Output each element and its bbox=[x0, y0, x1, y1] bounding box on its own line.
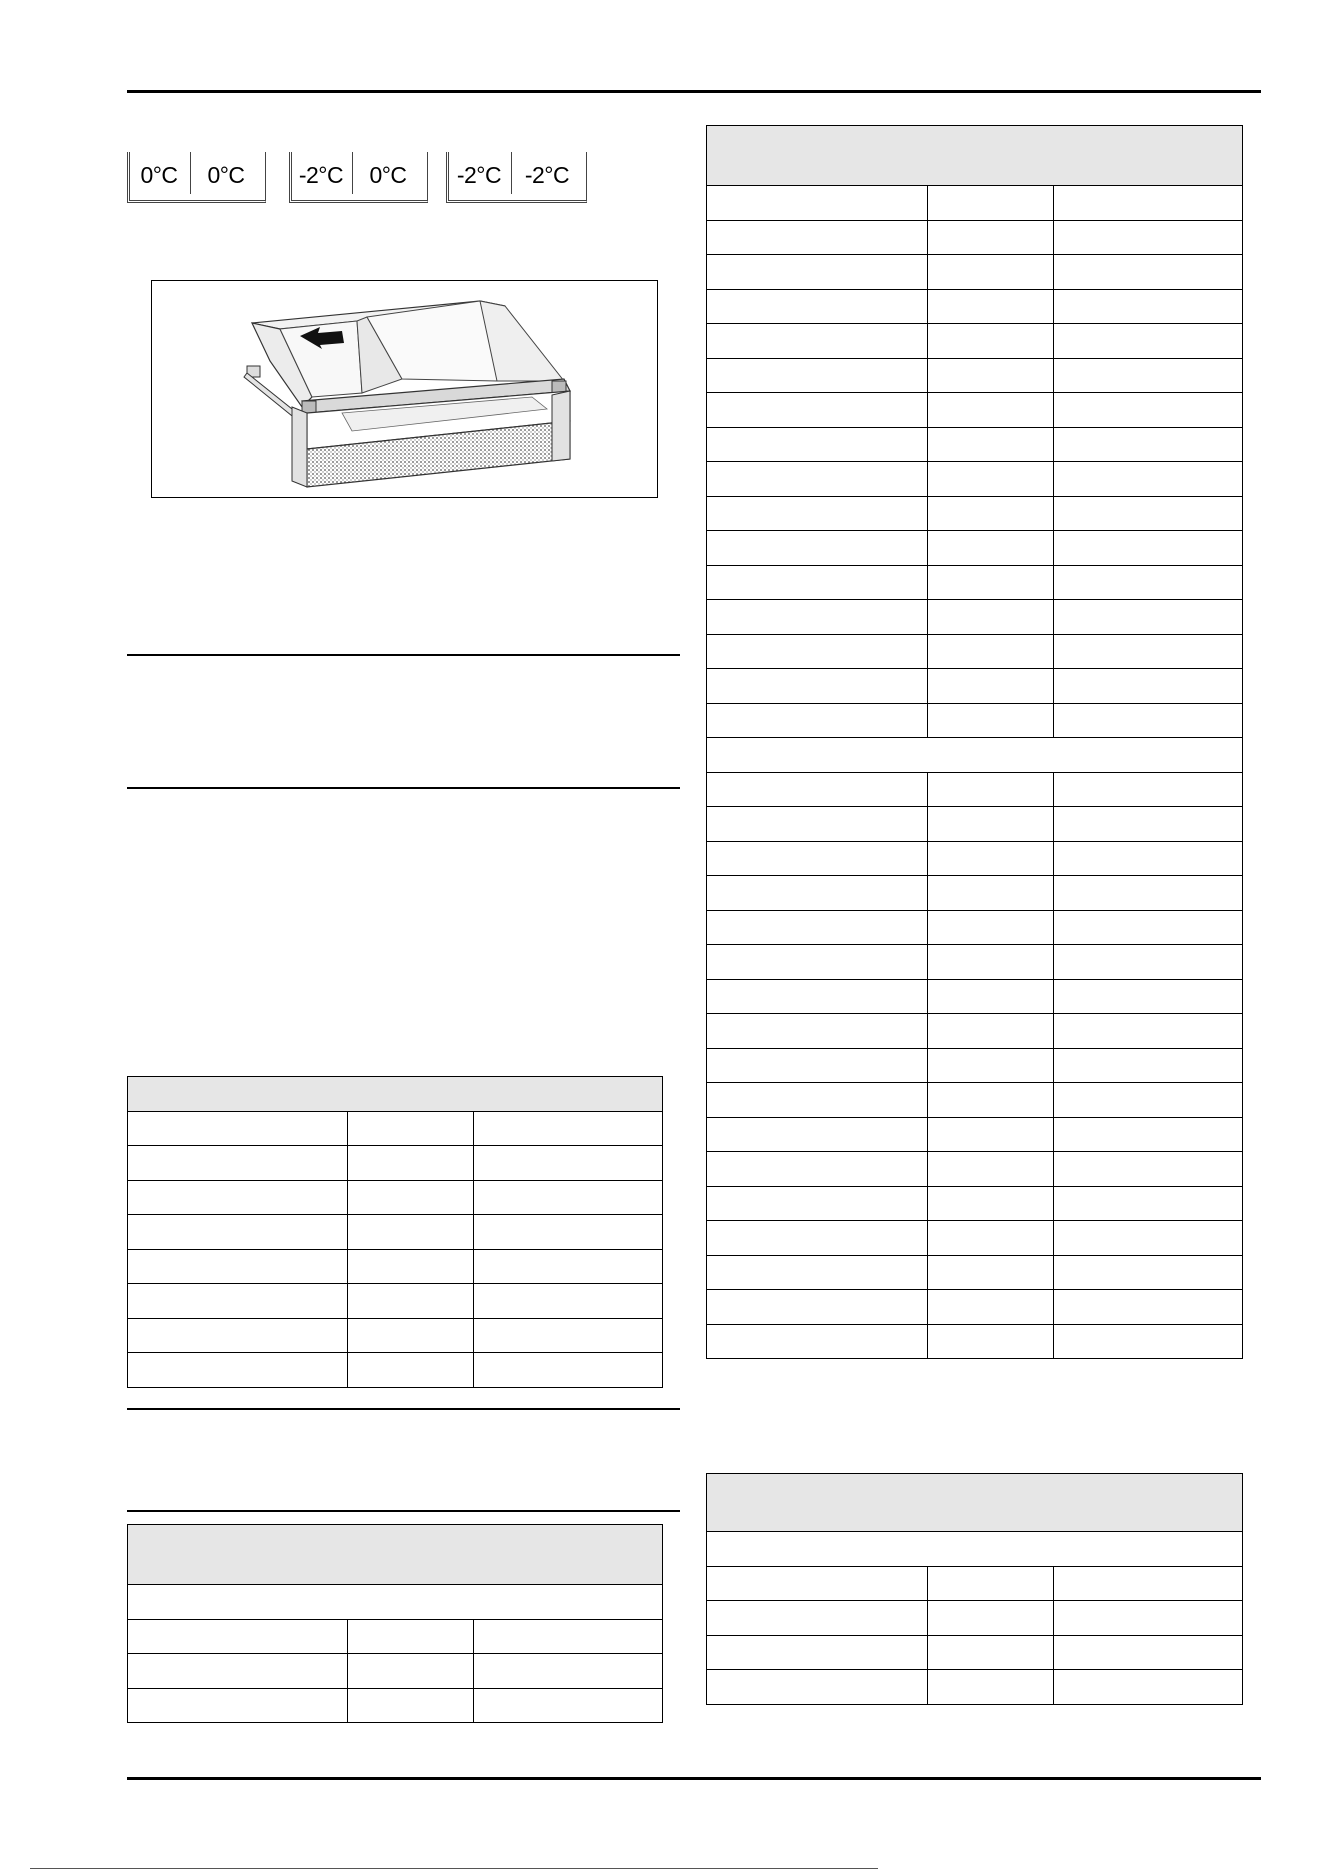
table-cell bbox=[707, 289, 928, 324]
table-cell bbox=[1054, 1255, 1243, 1290]
table-cell bbox=[707, 1670, 928, 1705]
table-cell bbox=[1054, 427, 1243, 462]
table-cell bbox=[348, 1215, 474, 1250]
table-row bbox=[707, 1601, 1243, 1636]
table-cell bbox=[1054, 531, 1243, 566]
table-cell bbox=[1054, 945, 1243, 980]
table-cell bbox=[707, 600, 928, 635]
table-cell bbox=[1054, 600, 1243, 635]
table-cell bbox=[928, 393, 1054, 428]
table-row bbox=[707, 1083, 1243, 1118]
table-cell bbox=[1054, 979, 1243, 1014]
table-cell bbox=[348, 1353, 474, 1388]
table-cell bbox=[128, 1688, 348, 1723]
storage-table-left-top bbox=[127, 1076, 663, 1388]
table-cell bbox=[1054, 289, 1243, 324]
table-header-row bbox=[707, 1474, 1243, 1532]
storage-table-right-bottom bbox=[706, 1473, 1243, 1705]
table-row bbox=[128, 1180, 663, 1215]
table-cell bbox=[928, 1324, 1054, 1359]
table-cell bbox=[348, 1619, 474, 1654]
table-row bbox=[128, 1215, 663, 1250]
table-cell bbox=[1054, 1324, 1243, 1359]
table-cell bbox=[928, 1048, 1054, 1083]
table-cell bbox=[1054, 358, 1243, 393]
table-cell bbox=[1054, 393, 1243, 428]
table-cell bbox=[928, 565, 1054, 600]
table-header-row bbox=[707, 126, 1243, 186]
table-cell bbox=[928, 1255, 1054, 1290]
table-cell bbox=[707, 255, 928, 290]
table-cell bbox=[1054, 1152, 1243, 1187]
table-cell bbox=[707, 496, 928, 531]
table-cell bbox=[348, 1146, 474, 1181]
table-row bbox=[707, 1152, 1243, 1187]
section-rule-1 bbox=[127, 654, 680, 656]
table-cell bbox=[707, 1635, 928, 1670]
table-header-row bbox=[128, 1525, 663, 1585]
table-cell bbox=[928, 979, 1054, 1014]
temp-right-value: 0°C bbox=[369, 162, 407, 188]
table-cell bbox=[474, 1146, 663, 1181]
bottom-rule bbox=[127, 1777, 1261, 1780]
table-cell bbox=[474, 1688, 663, 1723]
table-cell bbox=[928, 1601, 1054, 1636]
table-row bbox=[707, 1566, 1243, 1601]
table-cell bbox=[707, 358, 928, 393]
table-row bbox=[707, 1290, 1243, 1325]
table-cell bbox=[474, 1318, 663, 1353]
table-row bbox=[707, 1186, 1243, 1221]
table-cell bbox=[474, 1180, 663, 1215]
table-cell bbox=[1054, 1566, 1243, 1601]
table-row bbox=[707, 1635, 1243, 1670]
table-cell bbox=[707, 565, 928, 600]
table-cell bbox=[1054, 841, 1243, 876]
temp-setting-3 bbox=[446, 152, 587, 203]
table-row bbox=[707, 324, 1243, 359]
table-row bbox=[707, 1221, 1243, 1256]
table-cell bbox=[707, 462, 928, 497]
table-cell bbox=[928, 255, 1054, 290]
table-cell bbox=[707, 531, 928, 566]
table-cell bbox=[928, 876, 1054, 911]
temp-setting-2 bbox=[289, 152, 428, 203]
table-cell bbox=[1054, 1083, 1243, 1118]
table-cell bbox=[928, 600, 1054, 635]
table-cell bbox=[128, 1249, 348, 1284]
table-cell bbox=[707, 772, 928, 807]
table-cell bbox=[928, 462, 1054, 497]
table-cell bbox=[128, 1215, 348, 1250]
table-row bbox=[707, 1014, 1243, 1049]
table-cell bbox=[1054, 255, 1243, 290]
table-cell bbox=[707, 1221, 928, 1256]
table-cell bbox=[707, 393, 928, 428]
table-cell bbox=[1054, 772, 1243, 807]
table-row bbox=[128, 1619, 663, 1654]
table-subheader-cell bbox=[707, 1532, 1243, 1567]
table-cell bbox=[928, 1290, 1054, 1325]
table-row bbox=[707, 496, 1243, 531]
table-row bbox=[707, 1324, 1243, 1359]
table-cell bbox=[928, 1566, 1054, 1601]
table-cell bbox=[128, 1318, 348, 1353]
temp-divider bbox=[190, 152, 191, 194]
temp-right-value: 0°C bbox=[207, 162, 245, 188]
table-cell bbox=[348, 1318, 474, 1353]
section-rule-3 bbox=[127, 1408, 680, 1410]
table-cell bbox=[474, 1215, 663, 1250]
table-row bbox=[707, 1255, 1243, 1290]
temp-divider bbox=[352, 152, 353, 194]
table-cell bbox=[474, 1284, 663, 1319]
table-cell bbox=[707, 1324, 928, 1359]
table-cell bbox=[707, 1290, 928, 1325]
table-row bbox=[707, 600, 1243, 635]
table-cell bbox=[474, 1353, 663, 1388]
table-cell bbox=[1054, 703, 1243, 738]
table-cell bbox=[928, 220, 1054, 255]
table-cell bbox=[928, 324, 1054, 359]
table-row bbox=[707, 876, 1243, 911]
table-row bbox=[707, 462, 1243, 497]
temp-divider bbox=[511, 152, 512, 194]
table-row bbox=[707, 634, 1243, 669]
table-cell bbox=[1054, 462, 1243, 497]
table-row bbox=[707, 1670, 1243, 1705]
table-cell bbox=[1054, 1186, 1243, 1221]
table-cell bbox=[707, 220, 928, 255]
table-cell bbox=[707, 1083, 928, 1118]
table-cell bbox=[928, 772, 1054, 807]
temp-setting-1 bbox=[127, 152, 266, 203]
table-row bbox=[128, 1688, 663, 1723]
table-cell bbox=[928, 289, 1054, 324]
table-row bbox=[707, 772, 1243, 807]
table-cell bbox=[928, 1014, 1054, 1049]
table-cell bbox=[1054, 1117, 1243, 1152]
table-cell bbox=[1054, 186, 1243, 221]
table-cell bbox=[474, 1619, 663, 1654]
table-cell bbox=[928, 496, 1054, 531]
table-cell bbox=[928, 807, 1054, 842]
table-cell bbox=[707, 979, 928, 1014]
table-cell bbox=[128, 1353, 348, 1388]
table-header-row bbox=[128, 1077, 663, 1112]
table-cell bbox=[128, 1146, 348, 1181]
table-row bbox=[707, 427, 1243, 462]
table-cell bbox=[928, 1083, 1054, 1118]
table-cell bbox=[928, 1152, 1054, 1187]
table-row bbox=[707, 807, 1243, 842]
table-row bbox=[707, 669, 1243, 704]
table-row bbox=[707, 393, 1243, 428]
table-row bbox=[128, 1249, 663, 1284]
table-row bbox=[707, 255, 1243, 290]
table-cell bbox=[1054, 669, 1243, 704]
table-cell bbox=[928, 1635, 1054, 1670]
table-row bbox=[707, 220, 1243, 255]
table-subheader-row bbox=[707, 738, 1243, 773]
table-cell bbox=[707, 703, 928, 738]
table-cell bbox=[128, 1180, 348, 1215]
table-cell bbox=[707, 324, 928, 359]
table-cell bbox=[707, 1255, 928, 1290]
table-row bbox=[707, 1117, 1243, 1152]
table-cell bbox=[348, 1249, 474, 1284]
table-subheader-row bbox=[128, 1585, 663, 1620]
table-cell bbox=[707, 1601, 928, 1636]
table-cell bbox=[128, 1619, 348, 1654]
table-header-cell bbox=[128, 1077, 663, 1112]
table-cell bbox=[348, 1688, 474, 1723]
table-cell bbox=[1054, 1290, 1243, 1325]
table-cell bbox=[707, 807, 928, 842]
table-cell bbox=[474, 1111, 663, 1146]
table-row bbox=[707, 565, 1243, 600]
table-cell bbox=[348, 1111, 474, 1146]
table-cell bbox=[707, 1152, 928, 1187]
table-cell bbox=[1054, 220, 1243, 255]
table-header-cell bbox=[707, 126, 1243, 186]
temp-left-value: -2°C bbox=[456, 162, 502, 188]
table-row bbox=[128, 1146, 663, 1181]
table-cell bbox=[928, 358, 1054, 393]
table-cell bbox=[128, 1284, 348, 1319]
table-cell bbox=[707, 1048, 928, 1083]
temp-left-value: 0°C bbox=[140, 162, 178, 188]
section-rule-4 bbox=[127, 1510, 680, 1512]
storage-table-left-bottom bbox=[127, 1524, 663, 1723]
table-cell bbox=[928, 1117, 1054, 1152]
table-cell bbox=[1054, 876, 1243, 911]
table-subheader-row bbox=[707, 1532, 1243, 1567]
table-row bbox=[707, 703, 1243, 738]
top-rule bbox=[127, 90, 1261, 93]
table-cell bbox=[928, 427, 1054, 462]
table-cell bbox=[928, 1670, 1054, 1705]
table-cell bbox=[348, 1654, 474, 1689]
table-cell bbox=[474, 1249, 663, 1284]
table-row bbox=[707, 979, 1243, 1014]
temp-left-value: -2°C bbox=[298, 162, 344, 188]
table-cell bbox=[1054, 324, 1243, 359]
table-cell bbox=[1054, 1014, 1243, 1049]
footer-line bbox=[30, 1868, 878, 1869]
table-cell bbox=[1054, 496, 1243, 531]
table-cell bbox=[928, 1186, 1054, 1221]
table-cell bbox=[928, 669, 1054, 704]
table-cell bbox=[707, 910, 928, 945]
table-subheader-cell bbox=[707, 738, 1243, 773]
table-header-cell bbox=[128, 1525, 663, 1585]
table-row bbox=[707, 945, 1243, 980]
table-cell bbox=[1054, 565, 1243, 600]
table-row bbox=[707, 289, 1243, 324]
table-cell bbox=[928, 945, 1054, 980]
table-cell bbox=[1054, 1048, 1243, 1083]
table-header-cell bbox=[707, 1474, 1243, 1532]
table-cell bbox=[128, 1654, 348, 1689]
storage-table-right-top bbox=[706, 125, 1243, 1359]
table-row bbox=[707, 358, 1243, 393]
table-row bbox=[707, 910, 1243, 945]
temp-right-value: -2°C bbox=[524, 162, 570, 188]
table-row bbox=[707, 841, 1243, 876]
table-cell bbox=[707, 186, 928, 221]
table-cell bbox=[707, 1186, 928, 1221]
table-cell bbox=[474, 1654, 663, 1689]
table-cell bbox=[707, 1566, 928, 1601]
table-subheader-cell bbox=[128, 1585, 663, 1620]
table-cell bbox=[707, 945, 928, 980]
table-row bbox=[128, 1318, 663, 1353]
table-cell bbox=[1054, 1635, 1243, 1670]
section-rule-2 bbox=[127, 787, 680, 789]
table-cell bbox=[707, 669, 928, 704]
table-cell bbox=[707, 876, 928, 911]
table-cell bbox=[1054, 1601, 1243, 1636]
table-cell bbox=[707, 841, 928, 876]
table-cell bbox=[1054, 634, 1243, 669]
table-row bbox=[128, 1284, 663, 1319]
table-cell bbox=[928, 1221, 1054, 1256]
table-cell bbox=[928, 841, 1054, 876]
table-cell bbox=[707, 1117, 928, 1152]
table-cell bbox=[348, 1180, 474, 1215]
table-cell bbox=[928, 634, 1054, 669]
table-row bbox=[128, 1654, 663, 1689]
table-cell bbox=[928, 186, 1054, 221]
table-cell bbox=[1054, 1670, 1243, 1705]
table-cell bbox=[928, 531, 1054, 566]
table-cell bbox=[707, 427, 928, 462]
table-cell bbox=[928, 910, 1054, 945]
table-row bbox=[707, 186, 1243, 221]
crisper-drawer-illustration bbox=[152, 281, 657, 497]
table-cell bbox=[707, 1014, 928, 1049]
table-cell bbox=[1054, 910, 1243, 945]
table-row bbox=[707, 1048, 1243, 1083]
crisper-drawer-figure bbox=[151, 280, 658, 498]
table-row bbox=[128, 1111, 663, 1146]
table-cell bbox=[707, 634, 928, 669]
table-cell bbox=[1054, 1221, 1243, 1256]
table-row bbox=[128, 1353, 663, 1388]
table-cell bbox=[1054, 807, 1243, 842]
table-cell bbox=[348, 1284, 474, 1319]
table-row bbox=[707, 531, 1243, 566]
table-cell bbox=[128, 1111, 348, 1146]
table-cell bbox=[928, 703, 1054, 738]
